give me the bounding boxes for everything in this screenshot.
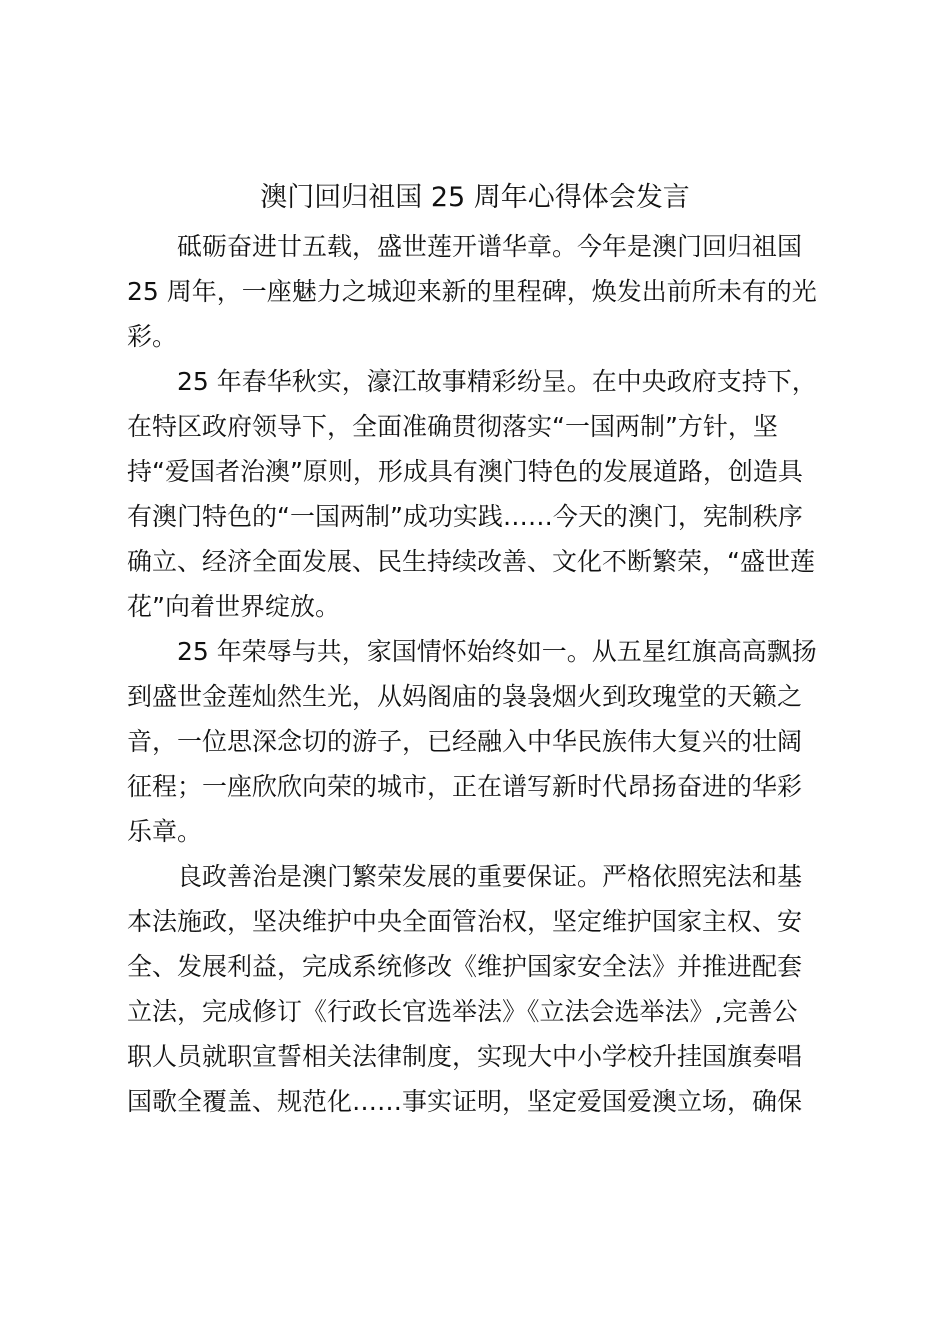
paragraph-line: 良政善治是澳门繁荣发展的重要保证。严格依照宪法和基 xyxy=(177,862,803,891)
paragraph-line: 全、发展利益，完成系统修改《维护国家安全法》并推进配套 xyxy=(127,952,803,981)
document-title: 澳门回归祖国 25 周年心得体会发言 xyxy=(260,182,690,213)
paragraph-line: 确立、经济全面发展、民生持续改善、文化不断繁荣，“盛世莲 xyxy=(127,547,815,576)
paragraph-line: 乐章。 xyxy=(127,817,203,846)
paragraph-4 xyxy=(127,854,847,1124)
paragraph-line: 音，一位思深念切的游子，已经融入中华民族伟大复兴的壮阔 xyxy=(127,727,803,756)
paragraph-line: 25 周年，一座魅力之城迎来新的里程碑，焕发出前所未有的光 xyxy=(127,277,817,306)
paragraph-line: 砥砺奋进廿五载，盛世莲开谱华章。今年是澳门回归祖国 xyxy=(177,232,803,261)
paragraph-line: 持“爱国者治澳”原则，形成具有澳门特色的发展道路，创造具 xyxy=(127,457,803,486)
paragraph-line: 征程；一座欣欣向荣的城市，正在谱写新时代昂扬奋进的华彩 xyxy=(127,772,803,801)
paragraph-line: 国歌全覆盖、规范化……事实证明，坚定爱国爱澳立场，确保 xyxy=(127,1087,803,1116)
paragraph-line: 职人员就职宣誓相关法律制度，实现大中小学校升挂国旗奏唱 xyxy=(127,1042,803,1071)
paragraph-line: 25 年荣辱与共，家国情怀始终如一。从五星红旗高高飘扬 xyxy=(177,637,817,666)
paragraph-line: 花”向着世界绽放。 xyxy=(127,592,340,621)
paragraph-line: 彩。 xyxy=(127,322,178,351)
paragraph-line: 有澳门特色的“一国两制”成功实践……今天的澳门，宪制秩序 xyxy=(127,502,803,531)
paragraph-1 xyxy=(127,224,847,359)
paragraph-line: 立法，完成修订《行政长官选举法》《立法会选举法》,完善公 xyxy=(127,997,798,1026)
paragraph-line: 本法施政，坚决维护中央全面管治权，坚定维护国家主权、安 xyxy=(127,907,803,936)
paragraph-line: 在特区政府领导下，全面准确贯彻落实“一国两制”方针，坚 xyxy=(127,412,778,441)
paragraph-2 xyxy=(127,359,847,629)
document-body xyxy=(127,224,847,1124)
paragraph-line: 到盛世金莲灿然生光，从妈阁庙的袅袅烟火到玫瑰堂的天籁之 xyxy=(127,682,803,711)
paragraph-3 xyxy=(127,629,847,854)
paragraph-line: 25 年春华秋实，濠江故事精彩纷呈。在中央政府支持下， xyxy=(177,367,817,396)
